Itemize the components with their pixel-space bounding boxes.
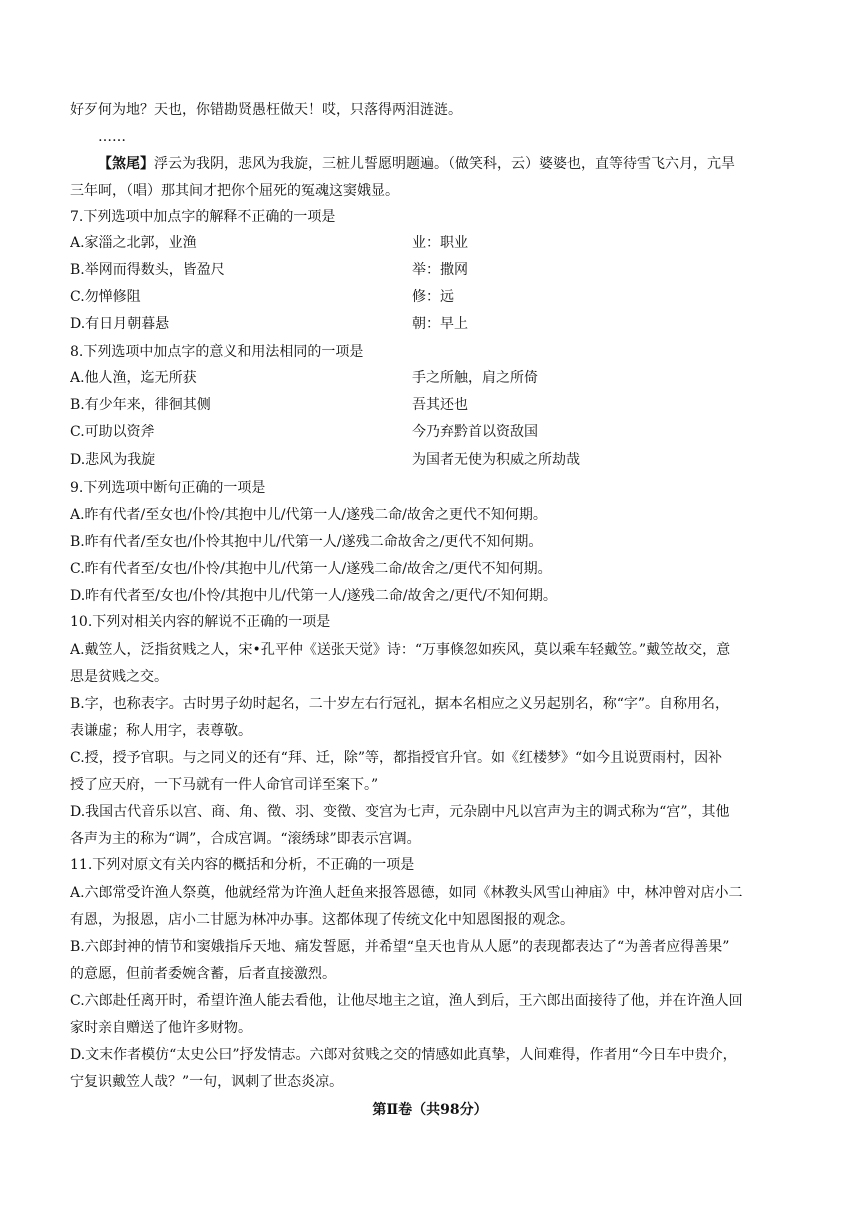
option-text: A.他人渔，迄无 — [70, 370, 169, 386]
option-text: A.家淄之北郭， — [70, 235, 169, 251]
question-7-option-a — [70, 234, 795, 252]
option-compare: 为国者无使为积威之所劫哉 — [412, 452, 580, 468]
question-7-option-c — [70, 288, 795, 306]
passage-text: 浮云为我阴，悲风为我旋，三桩儿誓愿明题遍。（做笑科，云）婆婆也，直等待雪飞六月，亢旱 — [154, 156, 735, 172]
emphasis-char: 其 — [182, 397, 197, 413]
option-text: C.可助 — [70, 424, 113, 440]
emphasis-char: 以 — [112, 424, 127, 440]
question-9-option-c: C.昨有代者至/女也/仆怜/其抱中儿/代第一人/遂残二命/故舍之/更代不知何期。 — [70, 561, 552, 577]
emphasis-char: 为 — [113, 452, 128, 468]
passage-line-3 — [98, 155, 795, 173]
option-text: 我旋 — [127, 452, 156, 468]
question-7-option-b — [70, 261, 795, 279]
option-text: 网而得数头，皆盈尺 — [98, 262, 225, 278]
question-7-option-d — [70, 315, 795, 333]
option-compare: 吾其还也 — [412, 397, 468, 413]
stem-text: 确的一项是 — [265, 209, 336, 225]
question-10-line: 表谦虚；称人用字，表尊敬。 — [70, 723, 252, 739]
emphasis-char: 正 — [251, 209, 266, 225]
question-10-line: B.字，也称表字。古时男子幼时起名，二十岁左右行冠礼，据本名相应之义另起别名，称“字”。自称用名， — [70, 696, 730, 712]
question-11-line: B.六郎封神的情节和窦娥指斥天地、痛发誓愿，并希望“皇天也肯从人愿”的表现都表达了“为善者应得善果” — [70, 939, 730, 955]
option-text: D.有日月 — [70, 316, 128, 332]
question-11-line: C.六郎赴任离开时，希望许渔人能去看他，让他尽地主之谊，渔人到后，王六郎出面接待了他，并在许渔人回 — [70, 993, 743, 1009]
stem-text: 确的一项是 — [260, 614, 331, 630]
question-9-option-d: D.昨有代者至/女也/仆怜/其抱中儿/代第一人/遂残二命/故舍之/更代/不知何期。 — [70, 588, 557, 604]
question-10-line: 思是贫贱之交。 — [70, 669, 168, 685]
emphasis-char: 修 — [112, 289, 127, 305]
question-11-line: 的意愿，但前者委婉含蓄，后者直接激烈。 — [70, 966, 336, 982]
question-8-stem: 8.下列选项中加点字的意义和用法相同的一项是 — [70, 344, 364, 360]
option-explanation: 修：远 — [412, 289, 454, 305]
stem-text: 11.下列对原文有关内容的概括和分析， — [70, 857, 317, 873]
question-10-line: A.戴笠人，泛指贫贱之人，宋•孔平仲《送张天觉》诗：“万事倏忽如疾风，莫以乘车轻戴笠。”戴笠故交，意 — [70, 642, 731, 658]
question-10-stem — [70, 613, 795, 631]
option-text: 侧 — [196, 397, 211, 413]
emphasis-char: 不 — [316, 857, 331, 873]
question-11-line: 家时亲自赠送了他许多财物。 — [70, 1020, 252, 1036]
passage-line-4: 三年呵，（唱）那其间才把你个屈死的冤魂这窦娥显。 — [70, 183, 399, 199]
question-11-line: 宁复识戴笠人哉？”一句，讽刺了世态炎凉。 — [70, 1074, 344, 1090]
emphasis-char: 正 — [330, 857, 345, 873]
option-compare: 今乃弃黔首以资敌国 — [412, 424, 538, 440]
option-text: 资斧 — [126, 424, 155, 440]
option-text: D.悲风 — [70, 452, 114, 468]
option-text: 暮悬 — [141, 316, 170, 332]
emphasis-char: 业 — [168, 235, 183, 251]
option-text: 渔 — [182, 235, 197, 251]
question-11-line: D.文末作者模仿“太史公曰”抒发情志。六郎对贫贱之交的情感如此真挚，人间难得，作者用“今日车中贵介， — [70, 1047, 737, 1063]
question-11-line: A.六郎常受许渔人祭奠，他就经常为许渔人赶鱼来报答恩德，如同《林教头风雪山神庙》中，林冲曾对店小二 — [70, 885, 743, 901]
option-text: B.有少年来，徘徊 — [70, 397, 183, 413]
question-8-option-b — [70, 396, 795, 414]
passage-line-1: 好歹何为地？天也，你错勘贤愚枉做天！哎，只落得两泪涟涟。 — [70, 102, 462, 118]
question-8-option-a — [70, 369, 795, 387]
emphasis-char: 举 — [84, 262, 99, 278]
question-10-line: 授了应天府，一下马就有一件人命官司详至案下。” — [70, 777, 379, 793]
question-9-option-a: A.昨有代者/至女也/仆怜/其抱中儿/代第一人/遂残二命/故舍之更代不知何期。 — [70, 507, 547, 523]
option-text: B. — [70, 262, 85, 278]
stem-text: 7.下列选项中加点字的解释 — [70, 209, 238, 225]
question-11-stem — [70, 856, 795, 874]
question-11-line: 有恩，为报恩，店小二甘愿为林冲办事。这都体现了传统文化中知恩图报的观念。 — [70, 912, 574, 928]
question-8-option-d — [70, 451, 795, 469]
question-9-option-b: B.昨有代者/至女也/仆怜其抱中儿/代第一人/遂残二命故舍之/更代不知何期。 — [70, 534, 543, 550]
section-title: 第Ⅱ卷（共98分） — [372, 1102, 488, 1118]
passage-ellipsis: …… — [98, 129, 126, 145]
option-text: C.勿惮 — [70, 289, 113, 305]
emphasis-char: 所 — [168, 370, 183, 386]
emphasis-char: 朝 — [127, 316, 142, 332]
question-8-option-c — [70, 423, 795, 441]
stem-text: 10.下列对相关内容的解说 — [70, 614, 233, 630]
option-text: 阻 — [126, 289, 141, 305]
question-10-line: 各声为主的称为“调”，合成宫调。“滚绣球”即表示宫调。 — [70, 831, 421, 847]
song-title: 【煞尾】 — [98, 156, 154, 172]
option-explanation: 举：撒网 — [412, 262, 468, 278]
question-10-line: D.我国古代音乐以宫、商、角、徵、羽、变徵、变宫为七声，元杂剧中凡以宫声为主的调式称为“宫”，其他 — [70, 804, 730, 820]
question-10-line: C.授，授予官职。与之同义的还有“拜、迁，除”等，都指授官升官。如《红楼梦》“如今且说贾雨村，因补 — [70, 750, 723, 766]
option-explanation: 业：职业 — [412, 235, 468, 251]
question-7-stem — [70, 208, 795, 226]
question-9-stem: 9.下列选项中断句正确的一项是 — [70, 480, 266, 496]
option-compare: 手之所触，肩之所倚 — [412, 370, 538, 386]
stem-text: 确的一项是 — [344, 857, 415, 873]
emphasis-char: 不 — [237, 209, 252, 225]
option-explanation: 朝：早上 — [412, 316, 468, 332]
option-text: 获 — [182, 370, 197, 386]
emphasis-char: 正 — [246, 614, 261, 630]
emphasis-char: 不 — [232, 614, 247, 630]
